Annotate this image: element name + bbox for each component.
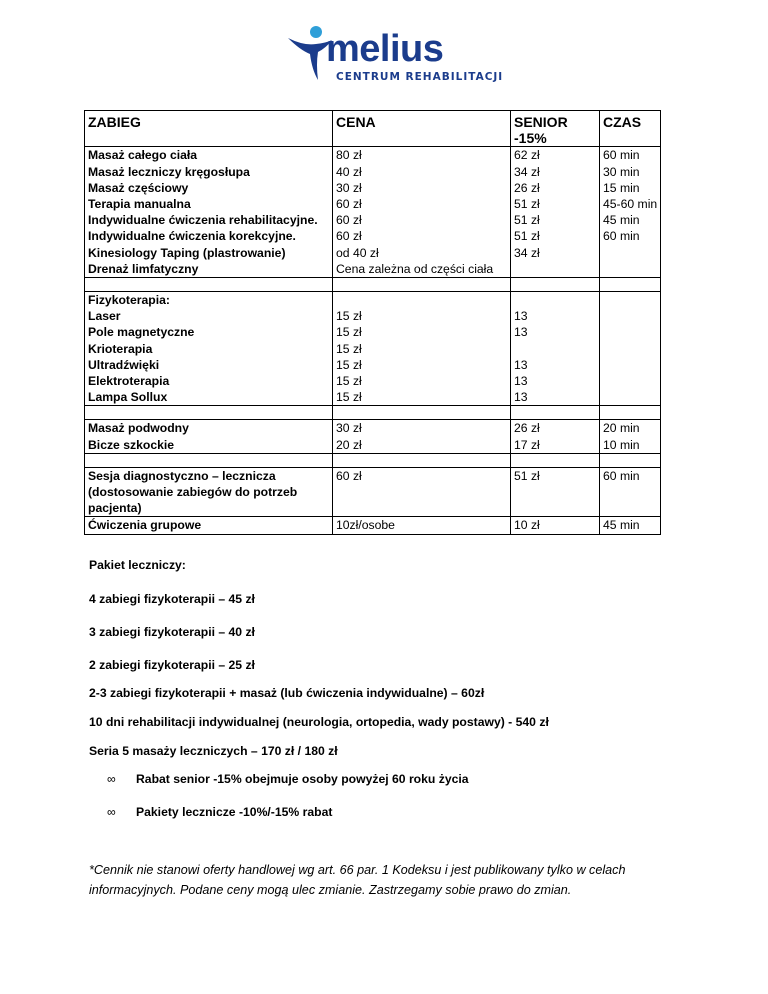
table-spacer-row xyxy=(85,278,661,292)
water-durations: 20 min 10 min xyxy=(600,420,661,453)
melius-logo xyxy=(286,24,504,94)
water-names: Masaż podwodny Bicze szkockie xyxy=(85,420,333,453)
table-group-water xyxy=(85,420,661,453)
senior-prices: 62 zł 34 zł 26 zł 51 zł 51 zł 51 zł 34 zł xyxy=(511,147,600,278)
price-table xyxy=(84,110,661,535)
water-senior-prices: 26 zł 17 zł xyxy=(511,420,600,453)
bullet-item: ∞ Rabat senior -15% obejmuje osoby powyżej 60 roku życia xyxy=(107,772,469,786)
package-item: 10 dni rehabilitacji indywidualnej (neurologia, ortopedia, wady postawy) - 540 zł xyxy=(89,715,549,729)
table-spacer-row xyxy=(85,406,661,420)
session-senior-price: 51 zł xyxy=(511,467,600,517)
physio-names: Fizykoterapia: Laser Pole magnetyczne Krioterapia Ultradźwięki Elektroterapia Lampa Sollux xyxy=(85,292,333,406)
group-exercise-price: 10zł/osobe xyxy=(333,517,511,534)
group-exercise-duration: 45 min xyxy=(600,517,661,534)
physio-durations xyxy=(600,292,661,406)
infinity-bullet-icon: ∞ xyxy=(107,805,116,819)
physio-senior-prices: 13 13 13 13 13 xyxy=(511,292,600,406)
table-spacer-row xyxy=(85,453,661,467)
logo-wordmark: melius xyxy=(326,28,444,70)
table-group-physiotherapy xyxy=(85,292,661,406)
treatment-prices: 80 zł 40 zł 30 zł 60 zł 60 zł 60 zł od 40 zł Cena zależna od części ciała xyxy=(333,147,511,278)
package-item: 2 zabiegi fizykoterapii – 25 zł xyxy=(89,658,255,672)
table-group-massages xyxy=(85,147,661,278)
bullet-item: ∞ Pakiety lecznicze -10%/-15% rabat xyxy=(107,805,333,819)
infinity-bullet-icon: ∞ xyxy=(107,772,116,786)
header-cena: CENA xyxy=(333,111,511,147)
session-price: 60 zł xyxy=(333,467,511,517)
package-item: 2-3 zabiegi fizykoterapii + masaż (lub ćwiczenia indywidualne) – 60zł xyxy=(89,686,485,700)
package-item: 3 zabiegi fizykoterapii – 40 zł xyxy=(89,625,255,639)
disclaimer xyxy=(89,860,689,900)
durations: 60 min 30 min 15 min 45-60 min 45 min 60 min xyxy=(600,147,661,278)
session-duration: 60 min xyxy=(600,467,661,517)
package-item: Seria 5 masaży leczniczych – 170 zł / 180 zł xyxy=(89,744,338,758)
physio-prices: 15 zł 15 zł 15 zł 15 zł 15 zł 15 zł xyxy=(333,292,511,406)
disclaimer-line: *Cennik nie stanowi oferty handlowej wg art. 66 par. 1 Kodeksu i jest publikowany tylko w celach xyxy=(89,863,626,877)
table-row-group-exercise xyxy=(85,517,661,534)
header-senior: SENIOR -15% xyxy=(511,111,600,147)
disclaimer-line: informacyjnych. Podane ceny mogą ulec zmianie. Zastrzegamy sobie prawo do zmian. xyxy=(89,883,572,897)
package-item: 4 zabiegi fizykoterapii – 45 zł xyxy=(89,592,255,606)
water-prices: 30 zł 20 zł xyxy=(333,420,511,453)
table-row-session xyxy=(85,467,661,517)
table-header-row xyxy=(85,111,661,147)
group-exercise-name: Ćwiczenia grupowe xyxy=(85,517,333,534)
header-czas: CZAS xyxy=(600,111,661,147)
logo-subtitle: CENTRUM REHABILITACJI xyxy=(336,71,504,83)
packages-title: Pakiet leczniczy: xyxy=(89,558,186,572)
treatment-names: Masaż całego ciała Masaż leczniczy kręgosłupa Masaż częściowy Terapia manualna Indywidualne ćwiczenia rehabilitacyjne. Indywidualne ćwiczenia korekcyjne. Kinesiology Taping (plastrowanie) Drenaż limfatyczny xyxy=(85,147,333,278)
session-name: Sesja diagnostyczno – lecznicza (dostosowanie zabiegów do potrzeb pacjenta) xyxy=(85,467,333,517)
header-zabieg: ZABIEG xyxy=(85,111,333,147)
group-exercise-senior-price: 10 zł xyxy=(511,517,600,534)
